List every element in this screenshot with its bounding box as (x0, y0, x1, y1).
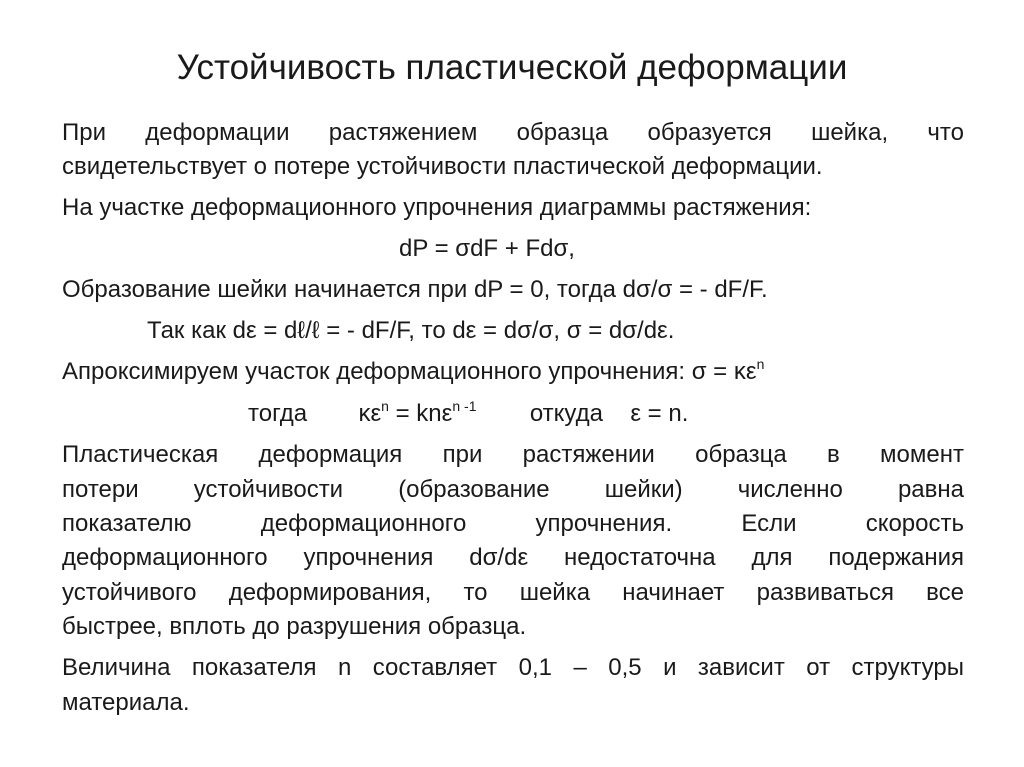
formula-result-rhs: = knε (388, 400, 453, 427)
paragraph-plastic-line-5: устойчивого деформирования, то шейка начинает развиваться все (62, 579, 964, 606)
paragraph-approximation (62, 357, 764, 389)
formula-strain-relation: Так как dε = dℓ/ℓ = - dF/F, то dε = dσ/σ, σ = dσ/dε. (147, 317, 675, 344)
slide-title: Устойчивость пластической деформации (176, 48, 848, 87)
paragraph-plastic-line-4: деформационного упрочнения dσ/dε недостаточна для подержания (62, 544, 964, 571)
formula-result-lhs: κε (358, 400, 382, 427)
approximation-text: Апроксимируем участок деформационного упрочнения: σ = κε (62, 358, 757, 385)
paragraph-plastic-line-1: Пластическая деформация при растяжении образца в момент (62, 441, 964, 468)
formula-result-rhs-exponent: n -1 (452, 398, 477, 414)
formula-dp: dP = σdF + Fdσ, (399, 235, 575, 262)
formula-result (248, 399, 688, 431)
paragraph-exponent-line-2: материала. (62, 689, 190, 716)
paragraph-neck-onset: Образование шейки начинается при dP = 0, тогда dσ/σ = - dF/F. (62, 276, 768, 303)
paragraph-plastic-line-2: потери устойчивости (образование шейки) численно равна (62, 476, 964, 503)
paragraph-plastic-line-6: быстрее, вплоть до разрушения образца. (62, 613, 527, 640)
formula-result-final: ε = n. (630, 400, 689, 427)
paragraph-hardening-section: На участке деформационного упрочнения диаграммы растяжения: (62, 194, 812, 221)
formula-result-then: тогда (248, 400, 308, 427)
paragraph-neck-line-1: При деформации растяжением образца образуется шейка, что (62, 119, 964, 146)
paragraph-exponent-line-1: Величина показателя n составляет 0,1 – 0,5 и зависит от структуры (62, 654, 964, 681)
formula-result-whence: откуда (529, 400, 603, 427)
formula-result-lhs-exponent: n (381, 398, 389, 414)
paragraph-plastic-line-3: показателю деформационного упрочнения. Если скорость (62, 510, 964, 537)
approximation-exponent: n (756, 356, 765, 372)
paragraph-neck-line-2: свидетельствует о потере устойчивости пластической деформации. (62, 153, 823, 180)
